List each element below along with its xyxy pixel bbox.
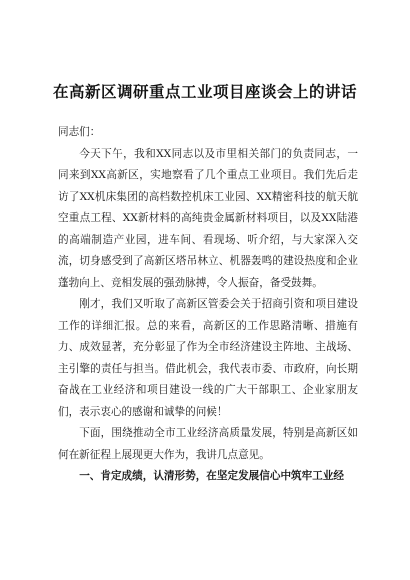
paragraph-inspection: 今天下午，我和XX同志以及市里相关部门的负责同志，一同来到XX高新区，实地察看了几个重点工业项目。我们先后走访了XX机床集团的高档数控机床工业园、XX精密科技的航天航空重点工程、XX新材料的高纯贵金属新材料项目，以及XX陆港的高端制造产业园，进车间、看现场、听介绍，与大家深入交流，切身感受到了高新区塔吊林立、机器轰鸣的建设热度和企业蓬勃向上、竞相发展的强劲脉搏，令人振奋，备受鼓舞。	[58, 147, 358, 289]
document-title: 在高新区调研重点工业项目座谈会上的讲话	[52, 83, 357, 101]
salutation: 同志们：	[58, 126, 101, 138]
paragraph-report: 刚才，我们又听取了高新区管委会关于招商引资和项目建设工作的详细汇报。总的来看，高新区的工作思路清晰、措施有力、成效显著，充分彰显了作为全市经济建设主阵地、主战场、主引擎的责任与担当。借此机会，我代表市委、市政府，向长期奋战在工业经济和项目建设一线的广大干部职工、企业家朋友们，表示衷心的感谢和诚挚的问候！	[58, 298, 358, 418]
section-heading-1: 一、肯定成绩，认清形势，在坚定发展信心中筑牢工业经	[79, 470, 345, 482]
paragraph-transition: 下面，围绕推动全市工业经济高质量发展，特别是高新区如何在新征程上展现更大作为，我讲几点意见。	[58, 427, 358, 461]
document-body	[58, 122, 358, 488]
